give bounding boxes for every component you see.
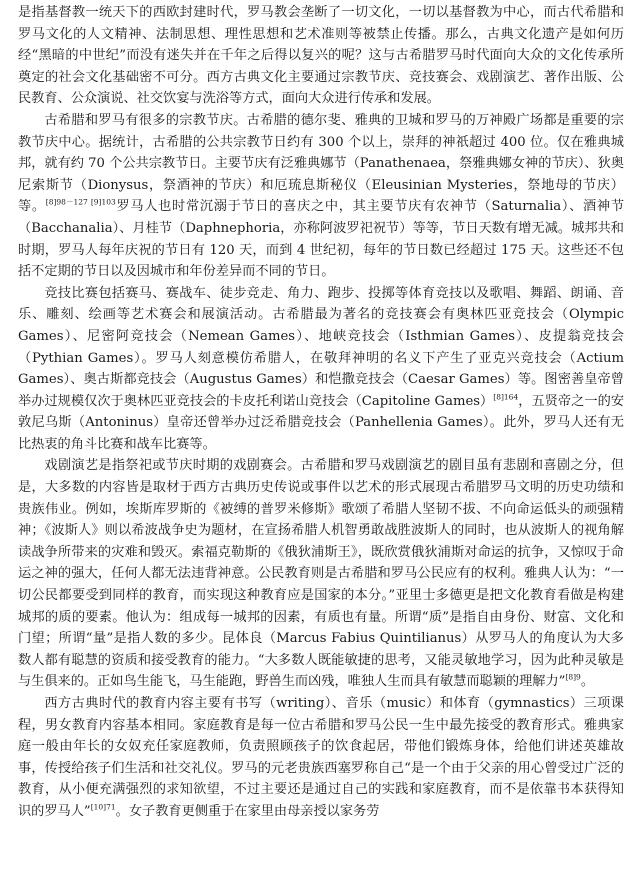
- paragraph-p5: [18, 693, 624, 823]
- citation-ref: [8]164: [493, 392, 519, 402]
- paragraph-p3: [18, 283, 624, 456]
- paragraph-text: 。: [580, 674, 595, 690]
- paragraph-p4: [18, 455, 624, 693]
- citation-ref: [8]9: [565, 673, 581, 683]
- body-text: [18, 2, 624, 823]
- paragraph-text: 竞技比赛包括赛马、赛战车、徒步竞走、角力、跑步、投掷等体育竞技以及歌唱、舞蹈、朗诵、音乐、雕刻、绘画等艺术赛会和展演活动。古希腊最为著名的竞技赛会有奥林匹亚竞技会（Olympic Games）、尼密阿竞技会（Nemean Games）、地峡竞技会（Isthmian Games）、皮提翁竞技会（Pythian Games）。罗马人刻意模仿希腊人，在敬拜神明的名义下产生了亚克兴竞技会（Actium Games）、奥古斯都竞技会（Augustus Games）和恺撒竞技会（Caesar Games）等。图密善皇帝曾举办过规模仅次于奥林匹亚竞技会的卡皮托利诺山竞技会（Capitoline Games）: [18, 285, 624, 409]
- paragraph-text: 西方古典时代的教育内容主要有书写（writing）、音乐（music）和体育（gymnastics）三项课程，男女教育内容基本相同。家庭教育是每一位古希腊和罗马公民一生中最先接受的教育形式。雅典家庭一般由年长的女奴充任家庭教师，负责照顾孩子的饮食起居，带他们锻炼身体，给他们讲述英雄故事，传授给孩子们生活和社交礼仪。罗马的元老贵族西塞罗称自己“是一个由于父亲的用心曾受过广泛的教育，从小便充满强烈的求知欲望，不过主要还是通过自己的实践和家庭教育，而不是依靠书本获得知识的罗马人”: [18, 696, 624, 819]
- paragraph-p1: [18, 2, 624, 110]
- paragraph-p2: [18, 110, 624, 283]
- paragraph-text: 。女子教育更侧重于在家里由母亲授以家务劳: [115, 803, 380, 819]
- paragraph-text: 是指基督教一统天下的西欧封建时代，罗马教会垄断了一切文化，一切以基督教为中心，而古代希腊和罗马文化的人文精神、法制思想、理性思想和艺术准则等被禁止传播。那么，古典文化遗产是如何历经“黑暗的中世纪”而没有迷失并在千年之后得以复兴的呢？这与古希腊罗马时代面向大众的文化传承所奠定的社会文化基础密不可分。西方古典文化主要通过宗教节庆、竞技赛会、戏剧演艺、著作出版、公民教育、公众演说、社交饮宴与洗浴等方式，面向大众进行传承和发展。: [18, 5, 624, 107]
- citation-ref: [8]98－127 [9]103: [45, 197, 116, 207]
- paragraph-text: 罗马人也时常沉溺于节日的喜庆之中，其主要节庆有农神节（Saturnalia）、酒神节（Bacchanalia）、月桂节（Daphnephoria，亦称阿波罗祀祝节）等等，节日天数有增无减。城邦共和时期，罗马人每年庆祝的节日有 120 天，而到 4 世纪初，每年的节日数已经超过 175 天。这些还不包括不定期的节日以及因城市和年份差异而不同的节日。: [18, 199, 625, 280]
- citation-ref: [10]71: [90, 802, 116, 812]
- paragraph-text: 戏剧演艺是指祭祀或节庆时期的戏剧赛会。古希腊和罗马戏剧演艺的剧目虽有悲剧和喜剧之分，但是，大多数的内容皆是取材于西方古典历史传说或事件以艺术的形式展现古希腊罗马文明的历史功绩和贵族伟业。例如，埃斯库罗斯的《被缚的普罗米修斯》歌颂了希腊人坚韧不拔、不向命运低头的顽强精神；《波斯人》则以希波战争史为题材，在宣扬希腊人机智勇敢战胜波斯人的同时，也从波斯人的视角解读战争所带来的灾难和毁灭。索福克勒斯的《俄狄浦斯王》，既欣赏俄狄浦斯对命运的抗争，又惊叹于命运之神的强大，任何人都无法违背神意。公民教育则是古希腊和罗马公民应有的权利。雅典人认为：“一切公民都要受到同样的教育，而实现这种教育应是国家的本分。”亚里士多德更是把文化教育看做是构建城邦的质的要素。他认为：组成每一城邦的因素，有质也有量。所谓“质”是指自由身份、财富、文化和门望；所谓“量”是指人数的多少。昆体良（Marcus Fabius Quintilianus）从罗马人的角度认为大多数人都有聪慧的资质和接受教育的能力。“大多数人既能敏捷的思考，又能灵敏地学习，因为此种灵敏是与生俱来的。正如鸟生能飞，马生能跑，野兽生而凶残，唯独人生而具有敏慧而聪颖的理解力”: [18, 458, 624, 690]
- paragraph-text: 古希腊和罗马有很多的宗教节庆。古希腊的德尔斐、雅典的卫城和罗马的万神殿广场都是重要的宗教节庆中心。据统计，古希腊的公共宗教节日约有 300 个以上，崇拜的神祇超过 400 位。仅在雅典城邦，就有约 70 个公共宗教节日。主要节庆有泛雅典娜节（Panathenaea，祭雅典娜女神的节庆）、狄奥尼索斯节（Dionysus，祭酒神的节庆）和厄琉息斯秘仪（Eleusinian Mysteries，祭地母的节庆）等。: [18, 112, 624, 215]
- paragraph-text: ，五贤帝之一的安敦尼乌斯（Antoninus）皇帝还曾举办过泛希腊竞技会（Panhellenia Games）。此外，罗马人还有无比热衷的角斗比赛和战车比赛等。: [18, 393, 625, 452]
